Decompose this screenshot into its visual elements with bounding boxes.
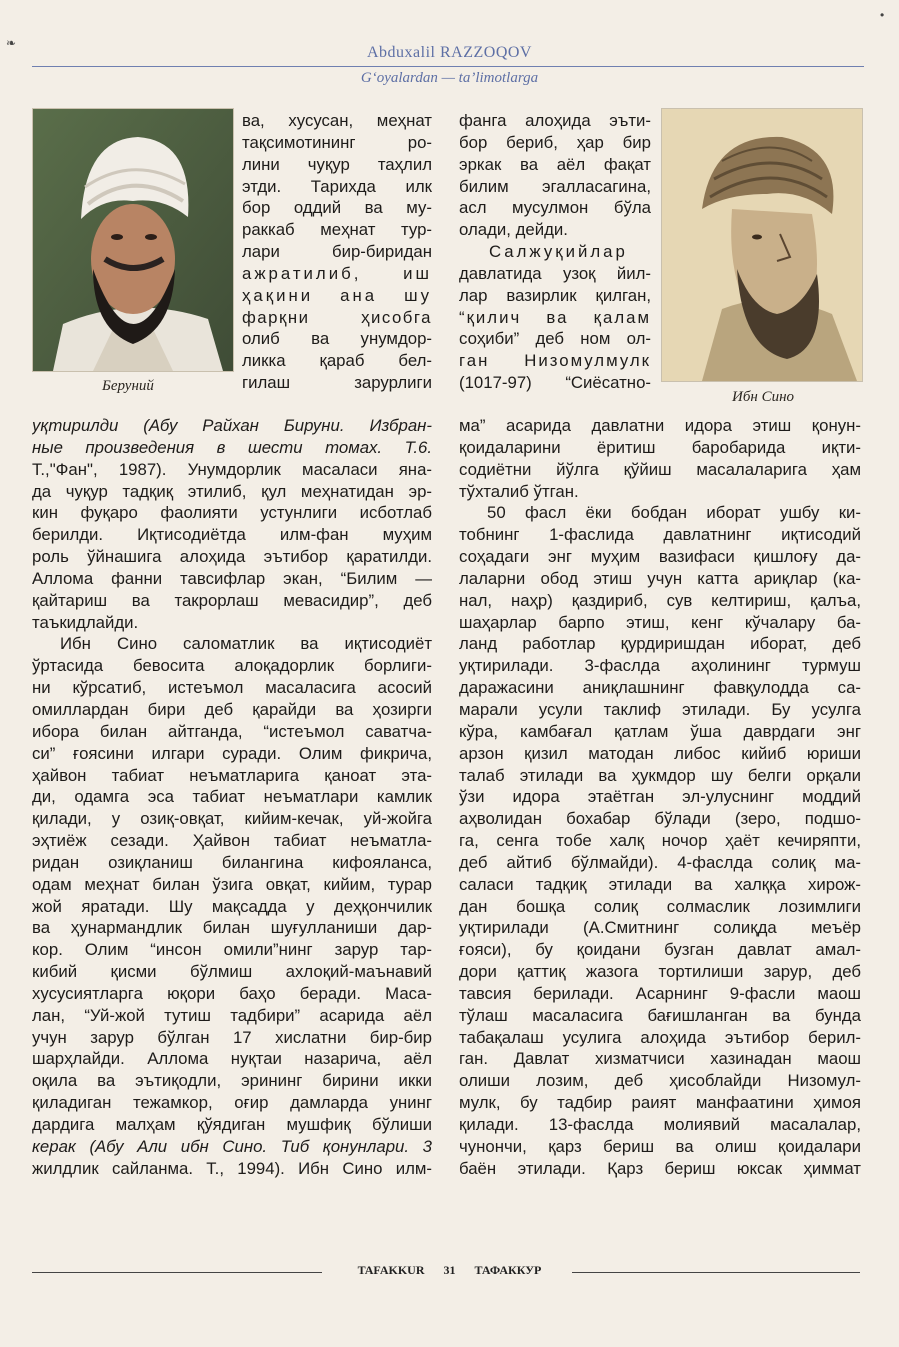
text-line: омиллардан бири деб қарайди ва ҳозирги <box>32 699 432 719</box>
text-line: қилади. 13-фаслда молиявий масалалар, <box>459 1115 861 1134</box>
text-line: лини чуқур таҳлил <box>242 154 432 174</box>
col1-body <box>32 415 432 1180</box>
ibnsino-portrait-drawing <box>662 109 862 381</box>
text-line: кор. Олим “инсон омили”нинг зарур тар- <box>32 940 432 960</box>
beruni-portrait-drawing <box>33 109 233 371</box>
text-line: (1017-97) “Сиёсатно- <box>459 373 651 393</box>
text-line: ные произведения в шести томах. Т.6. <box>32 437 432 457</box>
text-line: деб айтиб бўлмайди). 4-фаслда солиқ ма- <box>459 852 861 872</box>
text-line: соҳиби” деб ном ол- <box>459 329 651 349</box>
text-line: эркак ва аёл фақат <box>459 154 651 174</box>
text-line: тўлаш масаласига бағишланган ва бунда <box>459 1005 861 1025</box>
text-line: си” ғоясини илгари суради. Олим фикрича, <box>32 743 432 763</box>
footer-magazine-cyrillic: ТАФАККУР <box>474 1263 542 1277</box>
text-line: лан, “Уй-жой тутиш тадбири” асарида аёл <box>32 1005 432 1025</box>
text-line: ҳақини ана шу <box>242 285 432 305</box>
text-line: давлатида узоқ йил- <box>459 263 651 283</box>
text-line: қоидаларини ёритиш баробарида иқти- <box>459 437 861 457</box>
text-line: га, сенга тобе халқ ночор ҳаёт кечиряпти, <box>459 831 861 851</box>
text-line: баён этилади. Қарз бериш юксак ҳиммат <box>459 1158 861 1178</box>
text-line: тақсимотининг ро- <box>242 132 432 152</box>
text-line: Салжуқийлар <box>489 242 628 262</box>
text-line: лари бир-биридан <box>242 242 432 262</box>
text-line: учун зарур бўлган 17 хислатни бир-бир <box>32 1027 432 1047</box>
text-line: шарҳлайди. Аллома нуқтаи назарича, аёл <box>32 1049 432 1069</box>
text-line: содиётни йўлга қўйиш масалаларига ҳам <box>459 459 861 479</box>
text-line: тўхталиб ўтган. <box>459 481 579 501</box>
text-line: бор оддий ва му- <box>242 198 432 218</box>
text-line: берилди. Иқтисодиётда илм-фан муҳим <box>32 525 432 545</box>
running-header-subtitle: G‘oyalardan — ta’limotlarga <box>360 70 539 86</box>
text-line: нал, наҳр) қаздириб, сув келтириш, қалъа, <box>459 590 861 610</box>
text-line: ган Низомулмулк <box>459 351 651 371</box>
text-line: даражасини аниқлашнинг фавқулодда са- <box>459 678 861 698</box>
col2-body <box>459 415 861 1180</box>
text-line: ган. Давлат хизматчиси хазинадан маош <box>459 1049 861 1069</box>
header-rule <box>32 66 864 67</box>
col2-wrap-text <box>459 110 651 394</box>
text-line: ликка қараб бел- <box>242 351 432 371</box>
text-line: раккаб меҳнат тур- <box>242 220 432 240</box>
text-line: марали усули таклиф этилади. Бу усулга <box>459 699 861 719</box>
text-line: ди, одамга эса табиат неъматлари камлик <box>32 787 432 807</box>
text-line: қилади, у озиқ-овқат, кийим-кечак, уй-жойга <box>32 809 432 829</box>
text-line: билим эгалласагина, <box>459 176 651 196</box>
text-line: ажратилиб, иш <box>242 263 432 283</box>
text-line: одам меҳнат билан ўзига овқат, кийим, турар <box>32 874 432 894</box>
text-line: жилдлик сайланма. Т., 1994). Ибн Сино илм- <box>32 1158 432 1178</box>
text-line: ма” асарида давлатни идора этиш қонун- <box>459 416 861 435</box>
footer-magazine-latin: TAFAKKUR <box>357 1263 425 1277</box>
text-line: дардига малҳам қўядиган мушфиқ бўлиши <box>32 1115 432 1134</box>
text-line: ўртасида бевосита алоқадорлик борлиги- <box>32 656 432 676</box>
running-header-author: Abduxalil RAZZOQOV <box>367 44 532 61</box>
text-line: да чуқур тадқиқ этилиб, қул меҳнатидан эр- <box>32 481 432 501</box>
ibnsino-portrait <box>661 108 863 382</box>
text-line: қайтариш ва такрорлаш мевасидир”, деб <box>32 590 432 610</box>
text-line: ҳайвон табиат неъматларига қаноат эта- <box>32 765 432 785</box>
text-line: ни кўрсатиб, истеъмол масаласига асосий <box>32 678 432 698</box>
text-line: лар вазирлик қилган, <box>459 285 651 305</box>
col1-wrap-text <box>242 110 432 394</box>
text-line: уқтирилади (А.Смитнинг солиқда меъёр <box>459 918 861 938</box>
text-line: табақалаш усулига алоҳида эътибор берил- <box>459 1027 861 1047</box>
text-line: дори қаттиқ жазога тортилиши зарур, деб <box>459 962 861 982</box>
text-line: бор бериб, ҳар бир <box>459 132 651 152</box>
text-line: уқтирилди (Абу Райхан Бируни. Избран- <box>32 416 432 435</box>
text-line: чунончи, қарз бериш ва олиш қоидалари <box>459 1136 861 1156</box>
text-line: шаҳарлар барпо этиш, кенг кўчалару ба- <box>459 612 861 632</box>
text-line: Ибн Сино саломатлик ва иқтисодиёт <box>60 634 432 654</box>
text-line: Т.,"Фан", 1987). Унумдорлик масаласи яна- <box>32 459 432 479</box>
text-line: ўзи идора этаётган эл-улуснинг моддий <box>459 787 861 807</box>
text-line: уқтирилади. 3-фаслда аҳолининг турмуш <box>459 656 861 676</box>
text-line: кибий қисми бўлмиш ахлоқий-маънавий <box>32 962 432 982</box>
beruni-caption: Беруний <box>102 378 154 394</box>
text-line: “қилич ва қалам <box>459 307 651 327</box>
text-line: тавсия берилади. Асарнинг 9-фасли маош <box>459 983 861 1003</box>
corner-dot: • <box>880 8 885 22</box>
text-line: таъкидлайди. <box>32 612 139 632</box>
text-line: ва, хусусан, меҳнат <box>242 111 432 130</box>
text-line: олиши лозим, деб ҳисоблайди Низомул- <box>459 1071 861 1091</box>
text-line: олади, дейди. <box>459 220 568 240</box>
text-line: фарқни ҳисобга <box>242 307 432 327</box>
text-line: оқила ва эътиқодли, эрининг бирини икки <box>32 1071 432 1091</box>
ibnsino-caption: Ибн Сино <box>732 389 795 405</box>
text-line: ғояси), бу қоидани бузган давлат амал- <box>459 940 861 960</box>
page-number: 31 <box>443 1263 456 1277</box>
text-line: фанга алоҳида эъти- <box>459 111 651 130</box>
text-line: керак (Абу Али ибн Сино. Тиб қонунлари. 3 <box>32 1136 432 1156</box>
text-line: гилаш зарурлиги <box>242 373 432 393</box>
text-line: этди. Тарихда илк <box>242 176 432 196</box>
text-line: талаб этилади ва ҳукмдор шу белги орқали <box>459 765 861 785</box>
text-line: ланд работлар қурдиришдан иборат, деб <box>459 634 861 654</box>
text-line: лаларни обод этиш учун катта ариқлар (ка- <box>459 568 861 588</box>
text-line: кин фуқаро фаолияти устунлиги исботлаб <box>32 503 432 523</box>
corner-mark: ❧ <box>6 36 17 50</box>
text-line: олиб ва унумдор- <box>242 329 432 349</box>
text-line: жой яратади. Шу мақсадда у деҳқончилик <box>32 896 432 916</box>
text-line: ридан озиқланиш билангина кифояланса, <box>32 852 432 872</box>
text-line: арзон қизил матодан либос кийиб юриши <box>459 743 861 763</box>
text-line: асл мусулмон бўла <box>459 198 651 218</box>
text-line: қиладиган тежамкор, оғир дамларда унинг <box>32 1093 432 1113</box>
text-line: роль ўйнашига алоҳида эътибор қаратилди. <box>32 547 432 567</box>
text-line: мулк, бу тадбир раият манфаатини ҳимоя <box>459 1093 861 1113</box>
text-line: аҳволидан бохабар бўлади (зеро, подшо- <box>459 809 861 829</box>
text-line: соҳадаги энг муҳим вазифаси қишлоғу да- <box>459 547 861 567</box>
text-line: Аллома фанни тавсифлар экан, “Билим — <box>32 568 432 588</box>
text-line: хусусиятларга юқори баҳо беради. Маса- <box>32 983 432 1003</box>
text-line: эҳтиёж сезади. Ҳайвон табиат неъматла- <box>32 831 432 851</box>
text-line: 50 фасл ёки бобдан иборат ушбу ки- <box>487 503 861 523</box>
text-line: саласи тадқиқ этилади ва халққа хирож- <box>459 874 861 894</box>
text-line: кўра, камбағал қатлам ўша даврдаги энг <box>459 721 861 741</box>
text-line: дан бошқа солиқ солмаслик лозимлиги <box>459 896 861 916</box>
page-footer <box>0 1263 899 1278</box>
text-line: тобнинг 1-фаслида давлатнинг иқтисодий <box>459 525 861 545</box>
text-line: ибора билан айтганда, “истеъмол саватча- <box>32 721 432 741</box>
text-line: ва ҳунармандлик билан шуғулланиши дар- <box>32 918 432 938</box>
beruni-portrait <box>32 108 234 372</box>
